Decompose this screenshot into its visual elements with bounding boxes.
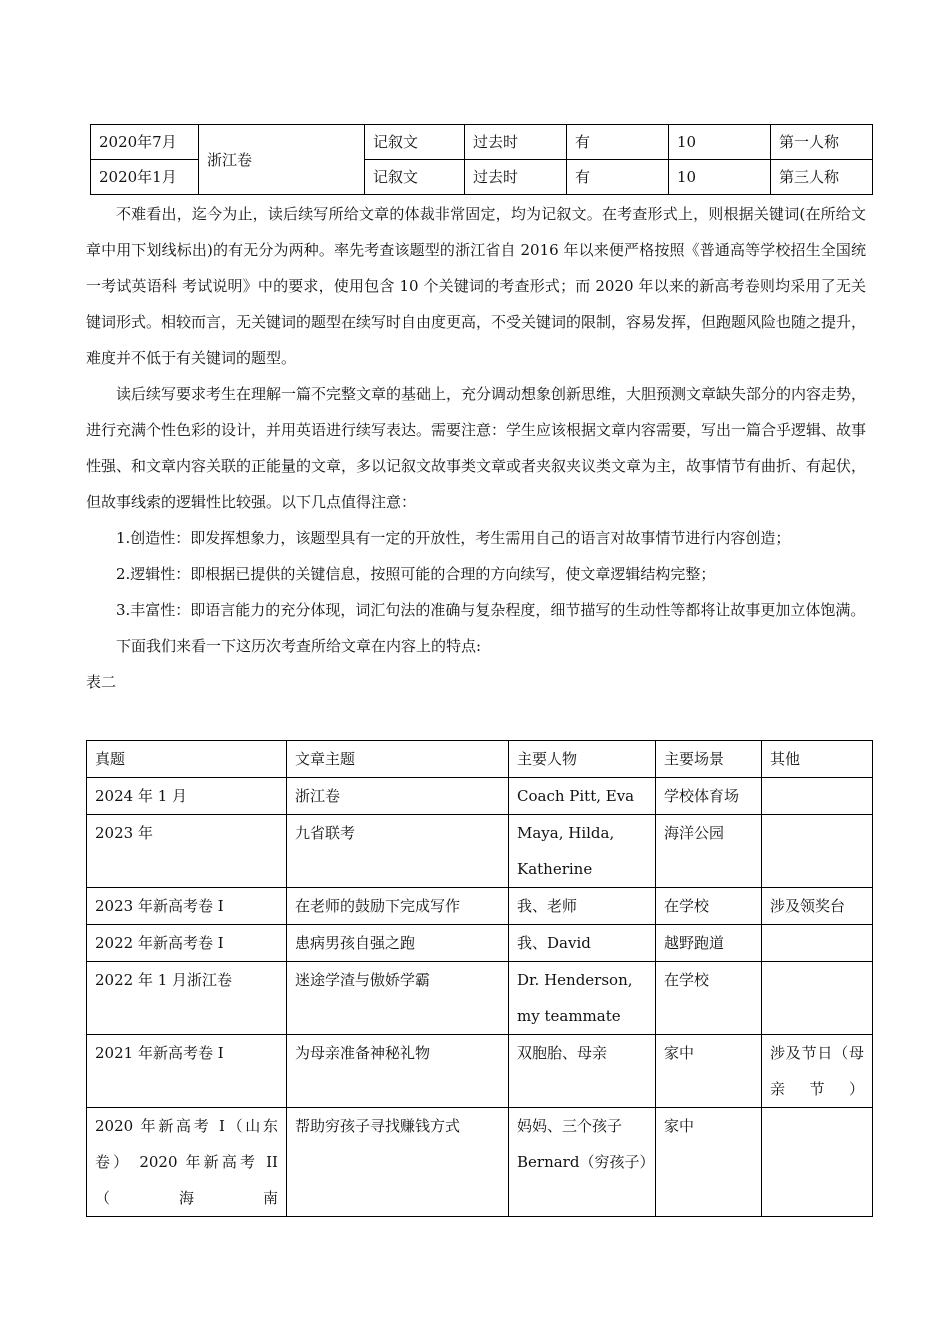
table-cell: 帮助穷孩子寻找赚钱方式 <box>287 1108 509 1217</box>
table-cell: 10 <box>669 160 771 195</box>
table-cell: 浙江卷 <box>199 125 365 195</box>
column-header: 文章主题 <box>287 741 509 778</box>
table-cell: 患病男孩自强之跑 <box>287 925 509 962</box>
table-cell: 第三人称 <box>771 160 873 195</box>
table-cell: 记叙文 <box>365 160 465 195</box>
table-row <box>91 125 873 160</box>
table-cell: 家中 <box>656 1108 762 1217</box>
table-cell: 双胞胎、母亲 <box>509 1035 656 1108</box>
table-cell: 第一人称 <box>771 125 873 160</box>
column-header: 真题 <box>87 741 287 778</box>
table-cell: Coach Pitt, Eva <box>509 778 656 815</box>
table-cell: 2020年1月 <box>91 160 199 195</box>
table-cell: 家中 <box>656 1035 762 1108</box>
table-cell: 2022 年 1 月浙江卷 <box>87 962 287 1035</box>
table-cell: 有 <box>567 125 669 160</box>
table-cell: 在学校 <box>656 888 762 925</box>
table-cell: 2023 年新高考卷 I <box>87 888 287 925</box>
table-cell: Maya, Hilda, Katherine <box>509 815 656 888</box>
table-cell: 为母亲准备神秘礼物 <box>287 1035 509 1108</box>
table-cell: 过去时 <box>465 160 567 195</box>
table-cell: 九省联考 <box>287 815 509 888</box>
list-item: 2.逻辑性：即根据已提供的关键信息，按照可能的合理的方向续写，使文章逻辑结构完整； <box>116 565 716 583</box>
table-row <box>87 888 873 925</box>
body-text <box>86 196 866 700</box>
table-cell: Dr. Henderson, my teammate <box>509 962 656 1035</box>
table-cell: 有 <box>567 160 669 195</box>
table-cell: 学校体育场 <box>656 778 762 815</box>
list-item: 3.丰富性：即语言能力的充分体现，词汇句法的准确与复杂程度，细节描写的生动性等都将让故事更加立体饱满。 <box>116 601 866 619</box>
table-cell: 记叙文 <box>365 125 465 160</box>
list-item: 1.创造性：即发挥想象力，该题型具有一定的开放性，考生需用自己的语言对故事情节进行内容创造； <box>116 529 791 547</box>
table-row <box>87 962 873 1035</box>
table-cell: 越野跑道 <box>656 925 762 962</box>
table-cell <box>762 815 873 888</box>
table-caption: 表二 <box>86 673 117 691</box>
table-cell: 浙江卷 <box>287 778 509 815</box>
paragraph: 不难看出，迄今为止，读后续写所给文章的体裁非常固定，均为记叙文。在考查形式上，则根据关键词(在所给文章中用下划线标出)的有无分为两种。率先考查该题型的浙江省自 2016 年以来便严格按照《普通高等学校招生全国统一考试英语科 考试说明》中的要求，使用包含 10 个关键词的考查形式；而 2020 年以来的新高考卷则均采用了无关键词形式。相较而言，无关键词的题型在续写时自由度更高，不受关键词的限制，容易发挥，但跑题风险也随之提升，难度并不低于有关键词的题型。 <box>86 205 867 367</box>
table-cell: 2024 年 1 月 <box>87 778 287 815</box>
column-header: 其他 <box>762 741 873 778</box>
table-cell: 妈妈、三个孩子 Bernard（穷孩子） <box>509 1108 656 1217</box>
table-row <box>87 815 873 888</box>
table-cell: 迷途学渣与傲娇学霸 <box>287 962 509 1035</box>
content-features-table <box>86 740 873 1217</box>
table-cell: 在学校 <box>656 962 762 1035</box>
table-cell: 海洋公园 <box>656 815 762 888</box>
table-cell: 过去时 <box>465 125 567 160</box>
table-cell <box>762 778 873 815</box>
table-cell <box>762 1108 873 1217</box>
paragraph: 下面我们来看一下这历次考查所给文章在内容上的特点: <box>116 637 482 655</box>
table-cell: 10 <box>669 125 771 160</box>
table-cell: 2020 年新高考 I（山东卷） 2020 年新高考 II（海南 <box>87 1108 287 1217</box>
table-cell <box>762 962 873 1035</box>
table-cell: 2023 年 <box>87 815 287 888</box>
table-header-row <box>87 741 873 778</box>
table-cell: 2021 年新高考卷 I <box>87 1035 287 1108</box>
table-row <box>87 925 873 962</box>
table-cell: 在老师的鼓励下完成写作 <box>287 888 509 925</box>
table-cell: 涉及节日（母亲节） <box>762 1035 873 1108</box>
table-cell: 2022 年新高考卷 I <box>87 925 287 962</box>
table-row <box>87 1108 873 1217</box>
table-cell: 我、老师 <box>509 888 656 925</box>
table-cell: 涉及领奖台 <box>762 888 873 925</box>
table-row <box>87 778 873 815</box>
table-cell <box>762 925 873 962</box>
table-cell: 我、David <box>509 925 656 962</box>
table-row <box>87 1035 873 1108</box>
column-header: 主要人物 <box>509 741 656 778</box>
table-cell: 2020年7月 <box>91 125 199 160</box>
column-header: 主要场景 <box>656 741 762 778</box>
exam-format-table <box>90 124 873 195</box>
paragraph: 读后续写要求考生在理解一篇不完整文章的基础上，充分调动想象创新思维，大胆预测文章缺失部分的内容走势，进行充满个性色彩的设计，并用英语进行续写表达。需要注意：学生应该根据文章内容需要，写出一篇合乎逻辑、故事性强、和文章内容关联的正能量的文章，多以记叙文故事类文章或者夹叙夹议类文章为主，故事情节有曲折、有起伏，但故事线索的逻辑性比较强。以下几点值得注意： <box>86 385 867 511</box>
